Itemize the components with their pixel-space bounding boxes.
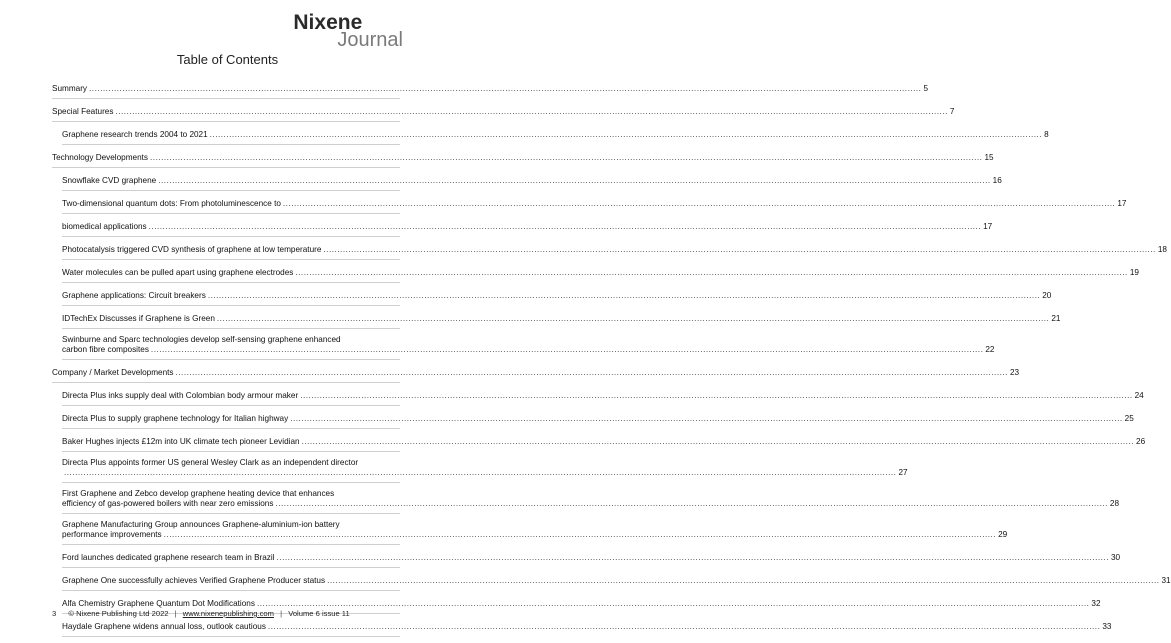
toc-entry-line2: [62, 530, 1008, 540]
toc-entry-page: 22: [985, 345, 995, 354]
footer-copyright: © Nixene Publishing Ltd 2022: [68, 609, 169, 618]
toc-entry[interactable]: [52, 214, 993, 236]
toc-entry-label: Directa Plus appoints former US general Wesley Clark as an independent director: [62, 458, 359, 467]
toc-entry[interactable]: [52, 406, 1134, 428]
toc-leader-dots: ............................................................................................................................................................................................................................................................................................................: [64, 468, 897, 477]
toc-entry-page: 24: [1134, 391, 1144, 400]
toc-entry[interactable]: [52, 429, 1146, 451]
toc-entry[interactable]: [52, 306, 1061, 328]
toc-entry-label: Graphene One successfully achieves Verified Graphene Producer status: [62, 576, 326, 585]
toc-entry-label: Company / Market Developments: [52, 368, 174, 377]
toc-leader-dots: ............................................................................................................................................................................................................................................................................................................: [327, 576, 1160, 585]
toc-entry-label: Directa Plus to supply graphene technology for Italian highway: [62, 414, 289, 423]
toc-title: Table of Contents: [176, 52, 279, 67]
toc-entry-label: IDTechEx Discusses if Graphene is Green: [62, 314, 215, 323]
toc-leader-dots: ............................................................................................................................................................................................................................................................................................................: [207, 291, 1041, 300]
toc-entry-page: 29: [998, 530, 1008, 539]
toc-entry-page: 31: [1161, 576, 1171, 585]
toc-leader-dots: ............................................................................................................................................................................................................................................................................................................: [256, 599, 1090, 608]
toc-entry-page: 16: [992, 176, 1002, 185]
toc-entry-label-continued: efficiency of gas-powered boilers with near zero emissions: [62, 499, 274, 508]
toc-entry-page: 8: [1044, 130, 1049, 139]
toc-entry-label: Water molecules can be pulled apart using graphene electrodes: [62, 268, 294, 277]
toc-entry-label: Photocatalysis triggered CVD synthesis of graphene at low temperature: [62, 245, 322, 254]
toc-leader-dots: ............................................................................................................................................................................................................................................................................................................: [148, 222, 982, 231]
toc-entry-page: 17: [983, 222, 993, 231]
toc-leader-dots: ............................................................................................................................................................................................................................................................................................................: [150, 345, 984, 354]
toc-entry-label-continued: carbon fibre composites: [62, 345, 149, 354]
toc-leader-dots: ............................................................................................................................................................................................................................................................................................................: [163, 530, 997, 539]
toc-entry-page: 28: [1109, 499, 1120, 508]
toc-entry-label: Summary: [52, 84, 88, 93]
toc-leader-dots: ............................................................................................................................................................................................................................................................................................................: [301, 437, 1135, 446]
toc-leader-dots: ............................................................................................................................................................................................................................................................................................................: [295, 268, 1128, 277]
toc-entry[interactable]: [52, 145, 994, 167]
toc-leader-dots: ............................................................................................................................................................................................................................................................................................................: [150, 153, 983, 162]
toc-entry[interactable]: [52, 514, 1008, 544]
toc-entry-page: 32: [1091, 599, 1101, 608]
toc-entry-page: 5: [923, 84, 929, 93]
toc-leader-dots: ............................................................................................................................................................................................................................................................................................................: [89, 84, 922, 93]
toc-leader-dots: ............................................................................................................................................................................................................................................................................................................: [300, 391, 1133, 400]
toc-entry-page: 27: [898, 468, 908, 477]
toc-leader-dots: ............................................................................................................................................................................................................................................................................................................: [267, 622, 1101, 631]
footer-page-number: 3: [52, 609, 57, 618]
toc-entry[interactable]: [52, 545, 1121, 567]
logo-sub: Journal: [337, 29, 403, 51]
toc-leader-dots: ............................................................................................................................................................................................................................................................................................................: [323, 245, 1156, 254]
toc-entry-page: 23: [1009, 368, 1020, 377]
toc-entry[interactable]: [52, 260, 1139, 282]
journal-logo: [293, 12, 403, 50]
toc-entry[interactable]: [52, 483, 1120, 513]
toc-leader-dots: ............................................................................................................................................................................................................................................................................................................: [275, 499, 1108, 508]
toc-entry-label: Ford launches dedicated graphene research team in Brazil: [62, 553, 275, 562]
toc-entry-label: Graphene research trends 2004 to 2021: [62, 130, 208, 139]
toc-divider: [62, 636, 400, 637]
toc-entry[interactable]: [52, 283, 1052, 305]
logo-brand: Nixene: [293, 11, 363, 34]
toc-entry-page: 25: [1124, 414, 1134, 423]
toc-entry[interactable]: [52, 360, 1020, 382]
footer-url-link[interactable]: www.nixenepublishing.com: [182, 609, 274, 618]
toc-leader-dots: ............................................................................................................................................................................................................................................................................................................: [209, 130, 1043, 139]
toc-leader-dots: ............................................................................................................................................................................................................................................................................................................: [216, 314, 1050, 323]
footer-separator: |: [280, 609, 283, 618]
toc-entry[interactable]: [52, 329, 995, 359]
toc-entry[interactable]: [52, 568, 1171, 590]
toc-entry-line2: [62, 468, 908, 478]
toc-leader-dots: ............................................................................................................................................................................................................................................................................................................: [115, 107, 948, 116]
toc-entry-page: 19: [1129, 268, 1139, 277]
toc-entry-page: 20: [1042, 291, 1052, 300]
toc-leader-dots: ............................................................................................................................................................................................................................................................................................................: [276, 553, 1109, 562]
toc-entry[interactable]: [52, 122, 1049, 144]
table-of-contents: [52, 76, 1171, 637]
toc-entry-label-continued: performance improvements: [62, 530, 162, 539]
toc-entry-line2: [62, 345, 995, 355]
toc-entry-label: Snowflake CVD graphene: [62, 176, 157, 185]
toc-entry-label: Graphene Manufacturing Group announces Graphene-aluminium-ion battery: [62, 520, 340, 529]
toc-entry[interactable]: [52, 383, 1144, 405]
toc-entry-label: First Graphene and Zebco develop graphene heating device that enhances: [62, 489, 335, 498]
toc-entry-label: Technology Developments: [52, 153, 149, 162]
toc-entry-label: Haydale Graphene widens annual loss, outlook cautious: [62, 622, 266, 631]
toc-entry[interactable]: [52, 452, 908, 482]
toc-entry-label: Directa Plus inks supply deal with Colombian body armour maker: [62, 391, 299, 400]
footer-separator: |: [174, 609, 177, 618]
toc-leader-dots: ............................................................................................................................................................................................................................................................................................................: [158, 176, 991, 185]
toc-entry[interactable]: [52, 237, 1167, 259]
toc-entry-label: Swinburne and Sparc technologies develop self-sensing graphene enhanced: [62, 335, 341, 344]
toc-entry-page: 33: [1102, 622, 1112, 631]
toc-entry-label: Two-dimensional quantum dots: From photoluminescence to: [62, 199, 281, 208]
toc-entry-page: 15: [984, 153, 994, 162]
toc-entry[interactable]: [52, 191, 1127, 213]
toc-leader-dots: ............................................................................................................................................................................................................................................................................................................: [175, 368, 1008, 377]
footer-issue: Volume 6 issue 11: [288, 609, 350, 618]
toc-entry-line2: [62, 499, 1120, 509]
toc-entry[interactable]: [52, 168, 1002, 190]
toc-entry-label: Graphene applications: Circuit breakers: [62, 291, 206, 300]
toc-entry-page: 26: [1136, 437, 1146, 446]
toc-entry-page: 21: [1051, 314, 1061, 323]
toc-entry-page: 17: [1117, 199, 1127, 208]
toc-entry-page: 30: [1110, 553, 1121, 562]
toc-leader-dots: ............................................................................................................................................................................................................................................................................................................: [290, 414, 1123, 423]
toc-entry[interactable]: [52, 76, 929, 98]
toc-entry-label: Baker Hughes injects £12m into UK climate tech pioneer Levidian: [62, 437, 300, 446]
page-footer: [52, 609, 350, 618]
toc-entry-label: biomedical applications: [62, 222, 147, 231]
toc-leader-dots: ............................................................................................................................................................................................................................................................................................................: [282, 199, 1116, 208]
toc-entry-page: 7: [949, 107, 955, 116]
toc-entry-label: Alfa Chemistry Graphene Quantum Dot Modifications: [62, 599, 255, 608]
toc-entry-page: 18: [1157, 245, 1167, 254]
toc-entry[interactable]: [52, 99, 955, 121]
toc-entry-label: Special Features: [52, 107, 114, 116]
